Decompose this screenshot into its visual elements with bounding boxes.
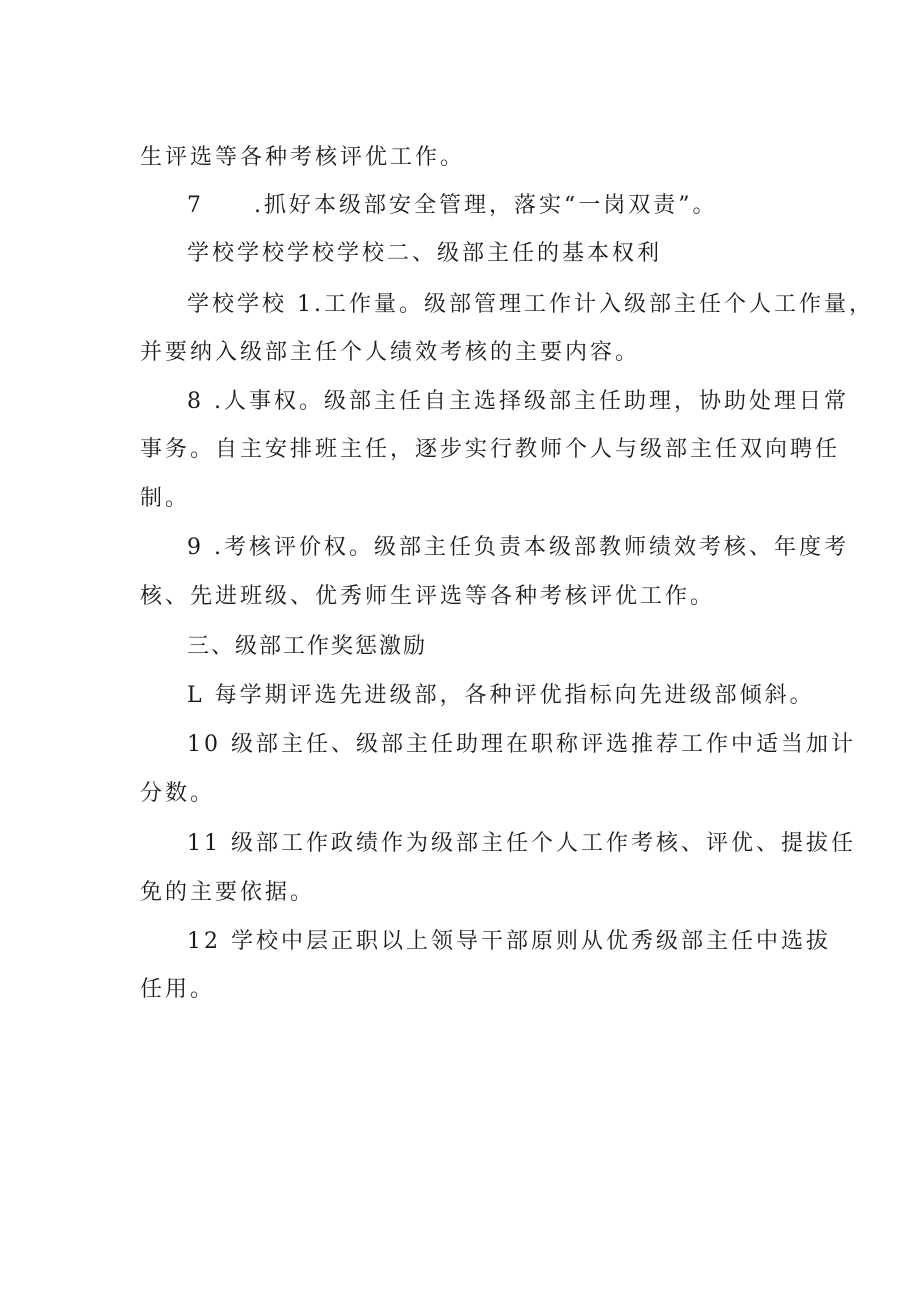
text-line-6: 8 .人事权。级部主任自主选择级部主任助理，协助处理日常 [187,389,849,414]
text-line-1: 生评选等各种考核评优工作。 [140,145,466,170]
text-line-14: 分数。 [140,781,216,806]
text-line-9: 9 .考核评价权。级部主任负责本级部教师绩效考核、年度考 [187,535,849,560]
text-line-10: 核、先进班级、优秀师生评选等各种考核评优工作。 [140,584,716,609]
text-line-16: 免的主要依据。 [140,880,316,905]
text-line-5: 并要纳入级部主任个人绩效考核的主要内容。 [140,340,641,365]
text-line-3: 学校学校学校学校二、级部主任的基本权利 [187,241,663,266]
section-heading: 三、级部工作奖惩激励 [187,634,428,659]
text-line-8: 制。 [140,486,191,511]
text-line-17: 12 学校中层正职以上领导干部原则从优秀级部主任中选拔 [187,929,831,954]
text-line-12: L 每学期评选先进级部，各种评优指标向先进级部倾斜。 [187,683,815,708]
text-line-18: 任用。 [140,977,216,1002]
text-line-7: 事务。自主安排班主任，逐步实行教师个人与级部主任双向聘任 [140,437,841,462]
text-line-15: 11 级部工作政绩作为级部主任个人工作考核、评优、提拔任 [187,831,856,856]
text-line-13: 10 级部主任、级部主任助理在职称评选推荐工作中适当加计 [187,732,856,757]
text-line-2: 7 .抓好本级部安全管理，落实“一岗双责”。 [187,193,718,218]
text-line-4: 学校学校 1.工作量。级部管理工作计入级部主任个人工作量， [187,292,874,317]
